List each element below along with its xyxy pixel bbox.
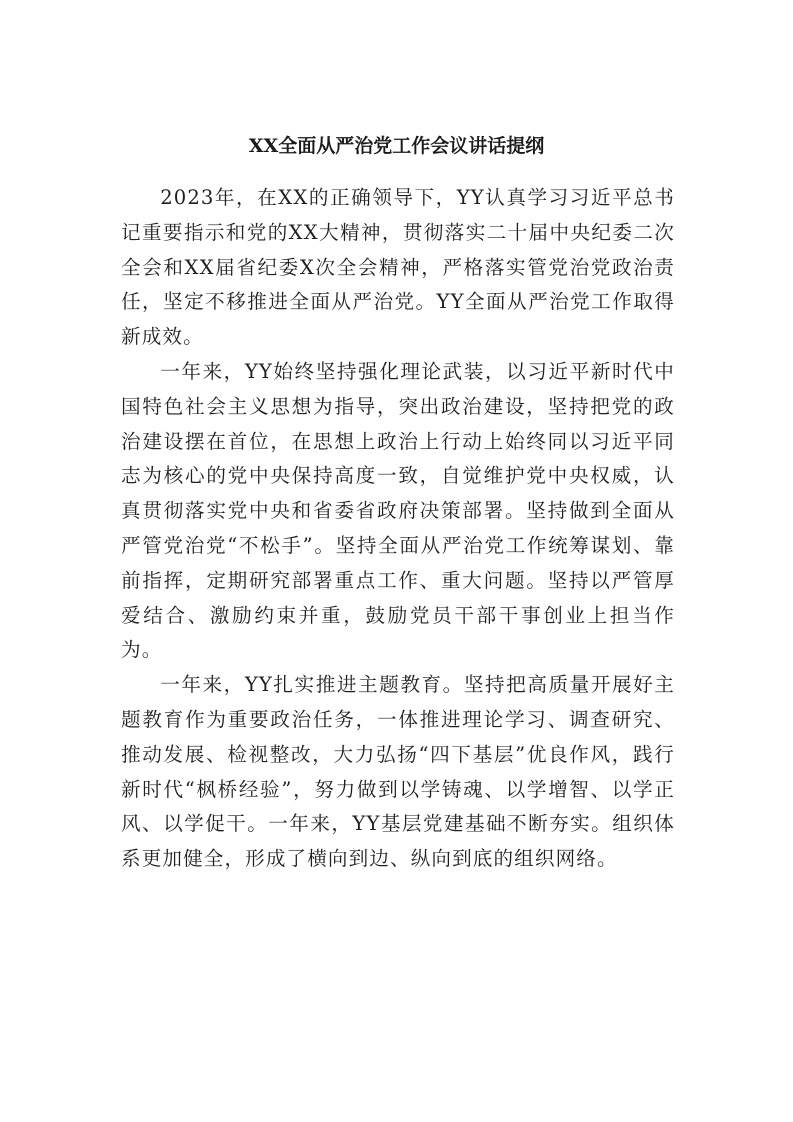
paragraph-1: 2023年，在XX的正确领导下，YY认真学习习近平总书记重要指示和党的XX大精神，贯彻落实二十届中央纪委二次全会和XX届省纪委X次全会精神，严格落实管党治党政治责任，坚定不移推进全面从严治党。YY全面从严治党工作取得新成效。 — [121, 186, 675, 349]
paragraph-3: 一年来，YY扎实推进主题教育。坚持把高质量开展好主题教育作为重要政治任务，一体推进理论学习、调查研究、推动发展、检视整改，大力弘扬“四下基层”优良作风，践行新时代“枫桥经验”，努力做到以学铸魂、以学增智、以学正风、以学促干。一年来，YY基层党建基础不断夯实。组织体系更加健全，形成了横向到边、纵向到底的组织网络。 — [121, 673, 675, 871]
paragraph-2: 一年来，YY始终坚持强化理论武装，以习近平新时代中国特色社会主义思想为指导，突出政治建设，坚持把党的政治建设摆在首位，在思想上政治上行动上始终同以习近平同志为核心的党中央保持高度一致，自觉维护党中央权威，认真贯彻落实党中央和省委省政府决策部署。坚持做到全面从严管党治党“不松手”。坚持全面从严治党工作统筹谋划、靠前指挥，定期研究部署重点工作、重大问题。坚持以严管厚爱结合、激励约束并重，鼓励党员干部干事创业上担当作为。 — [121, 359, 675, 662]
document-title: XX全面从严治党工作会议讲话提纲 — [248, 135, 545, 157]
document-body — [121, 181, 675, 877]
